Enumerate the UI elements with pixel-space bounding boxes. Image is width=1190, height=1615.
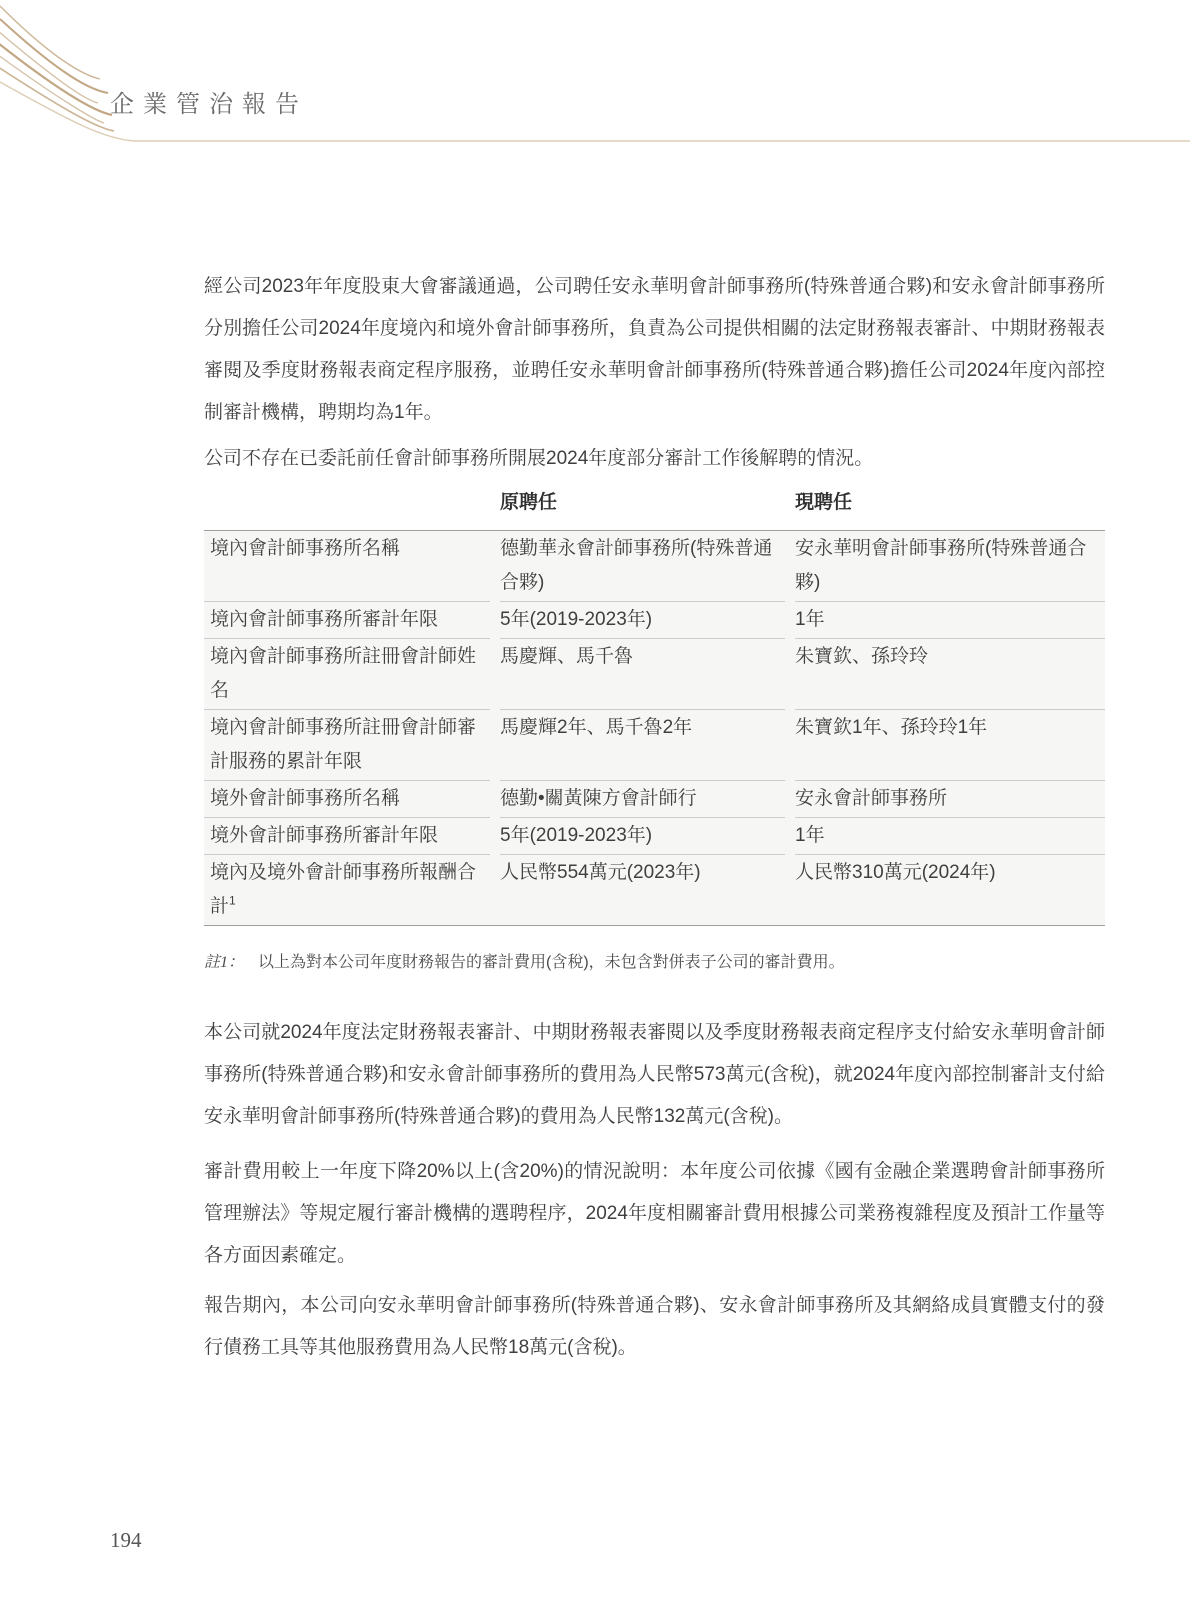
row-label: 境外會計師事務所審計年限 bbox=[204, 818, 490, 855]
row-original-value: 馬慶輝、馬千魯 bbox=[500, 639, 785, 710]
footnote-reference: 1 bbox=[229, 893, 236, 908]
column-header-blank bbox=[204, 492, 490, 514]
row-current-value: 1年 bbox=[795, 818, 1105, 855]
row-current-value: 朱寶欽、孫玲玲 bbox=[795, 639, 1105, 710]
auditor-table-header-row bbox=[204, 490, 1105, 530]
table-row bbox=[204, 602, 1105, 639]
row-original-value: 5年(2019-2023年) bbox=[500, 818, 785, 855]
row-original-value: 德勤華永會計師事務所(特殊普通合夥) bbox=[500, 531, 785, 602]
row-current-value: 人民幣310萬元(2024年) bbox=[795, 862, 996, 883]
paragraph-appointment: 經公司2023年年度股東大會審議通過，公司聘任安永華明會計師事務所(特殊普通合夥)和安永會計師事務所分別擔任公司2024年度境內和境外會計師事務所，負責為公司提供相關的法定財務報表審計、中期財務報表審閱及季度財務報表商定程序服務，並聘任安永華明會計師事務所(特殊普通合夥)擔任公司2024年度內部控制審計機構，聘期均為1年。 bbox=[204, 276, 1105, 423]
row-label: 境外會計師事務所名稱 bbox=[204, 781, 490, 818]
table-row bbox=[204, 639, 1105, 710]
table-row bbox=[204, 818, 1105, 855]
footnote bbox=[204, 950, 1105, 976]
paragraph-audit-fees: 本公司就2024年度法定財務報表審計、中期財務報表審閱以及季度財務報表商定程序支付給安永華明會計師事務所(特殊普通合夥)和安永會計師事務所的費用為人民幣573萬元(含稅)，就2024年度內部控制審計支付給安永華明會計師事務所(特殊普通合夥)的費用為人民幣132萬元(含稅)。 bbox=[204, 1022, 1105, 1127]
page-header bbox=[0, 0, 1190, 170]
row-label bbox=[204, 855, 490, 925]
paragraph-fee-decrease-explanation: 審計費用較上一年度下降20%以上(含20%)的情況說明：本年度公司依據《國有金融企業選聘會計師事務所管理辦法》等規定履行審計機構的選聘程序，2024年度相關審計費用根據公司業務複雜程度及預計工作量等各方面因素確定。 bbox=[204, 1161, 1105, 1266]
footnote-label: 註1： bbox=[204, 954, 245, 971]
row-original-value: 馬慶輝2年、馬千魯2年 bbox=[500, 710, 785, 781]
row-label: 境內會計師事務所註冊會計師審計服務的累計年限 bbox=[204, 710, 490, 781]
row-label: 境內會計師事務所名稱 bbox=[204, 531, 490, 602]
auditor-table-body bbox=[204, 530, 1105, 926]
row-label: 境內會計師事務所審計年限 bbox=[204, 602, 490, 639]
row-current-value: 安永會計師事務所 bbox=[795, 781, 1105, 818]
column-header-current-appointment: 現聘任 bbox=[795, 492, 853, 513]
row-original-value: 5年(2019-2023年) bbox=[500, 602, 785, 639]
row-current-value: 1年 bbox=[795, 602, 1105, 639]
auditor-table bbox=[204, 490, 1105, 926]
row-label: 境內會計師事務所註冊會計師姓名 bbox=[204, 639, 490, 710]
table-row bbox=[204, 710, 1105, 781]
column-header-original-appointment: 原聘任 bbox=[500, 492, 558, 513]
main-content bbox=[204, 266, 1105, 1369]
row-label-text: 境內及境外會計師事務所報酬合計 bbox=[210, 862, 477, 917]
page-title: 企業管治報告 bbox=[110, 92, 308, 118]
table-row bbox=[204, 781, 1105, 818]
row-original-value: 人民幣554萬元(2023年) bbox=[500, 862, 701, 883]
row-original-value: 德勤•關黃陳方會計師行 bbox=[500, 781, 785, 818]
row-current-value: 朱寶欽1年、孫玲玲1年 bbox=[795, 710, 1105, 781]
row-current-value: 安永華明會計師事務所(特殊普通合夥) bbox=[795, 531, 1105, 602]
table-row bbox=[204, 855, 1105, 925]
paragraph-no-dismissal: 公司不存在已委託前任會計師事務所開展2024年度部分審計工作後解聘的情況。 bbox=[204, 448, 874, 469]
page-number: 194 bbox=[110, 1528, 142, 1552]
table-row bbox=[204, 531, 1105, 602]
footnote-text: 以上為對本公司年度財務報告的審計費用(含稅)，未包含對併表子公司的審計費用。 bbox=[258, 954, 845, 971]
paragraph-other-service-fees: 報告期內，本公司向安永華明會計師事務所(特殊普通合夥)、安永會計師事務所及其網絡成員實體支付的發行債務工具等其他服務費用為人民幣18萬元(含稅)。 bbox=[204, 1295, 1105, 1358]
